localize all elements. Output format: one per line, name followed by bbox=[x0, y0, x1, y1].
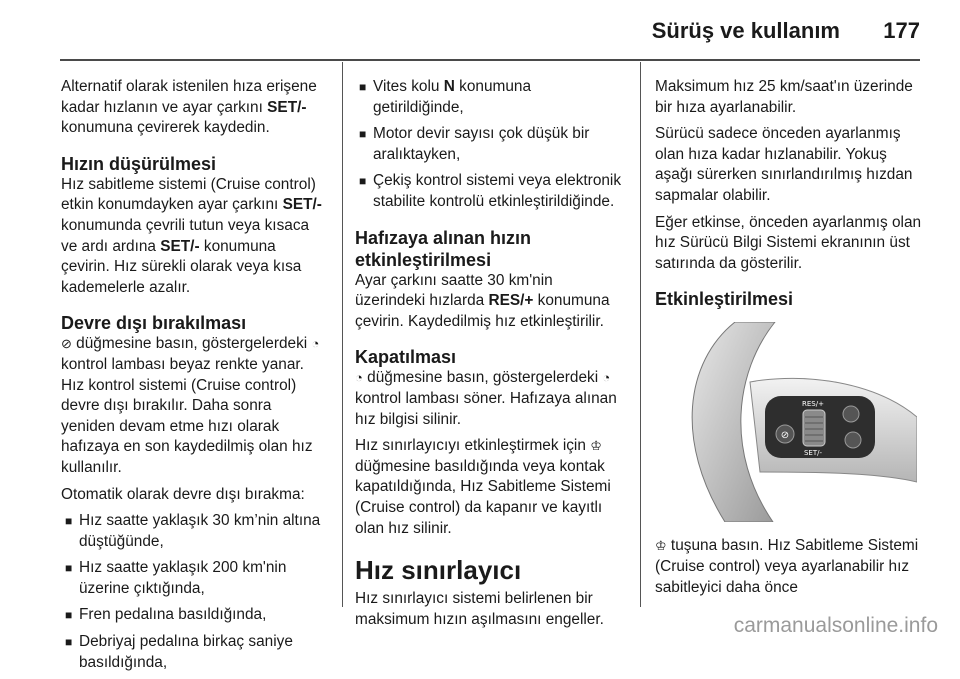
list-item bbox=[61, 632, 327, 673]
list-item-text: Fren pedalına basıldığında, bbox=[79, 606, 267, 624]
limiter-note-paragraph bbox=[355, 436, 625, 539]
limiter-button bbox=[845, 432, 861, 448]
list-item-text: Hız saatte yaklaşık 200 km'nin üzerine çıktığında, bbox=[79, 559, 287, 597]
off-text-1: düğmesine basın, göstergelerdeki bbox=[362, 369, 603, 387]
res-label: RES/+ bbox=[488, 292, 534, 310]
paragraph-max-speed: Maksimum hız 25 km/saat'ın üzerinde bir hıza ayarlanabilir. bbox=[655, 78, 913, 116]
limiter-paragraph: Hız sınırlayıcı sistemi belirlenen bir maksimum hızın aşılmasını engeller. bbox=[355, 590, 604, 628]
list-item bbox=[355, 124, 625, 165]
set-label: SET/- bbox=[803, 449, 823, 458]
cancel-icon: ⊘ bbox=[61, 336, 72, 352]
heading-off: Kapatılması bbox=[355, 347, 457, 368]
deact-text-1: düğmesine basın, göstergelerdeki bbox=[71, 335, 312, 353]
bullet-icon: ■ bbox=[65, 608, 73, 623]
watermark: carmanualsonline.info bbox=[733, 614, 938, 637]
dec-text-3: konumuna çevirin. Hız sürekli olarak veya kısa kademelerle azalır. bbox=[61, 237, 302, 296]
column-divider-1 bbox=[342, 62, 343, 607]
paragraph-display: Eğer etkinse, önceden ayarlanmış olan hız Sürücü Bilgi Sistemi ekranının üst satırında da gösterilir. bbox=[655, 213, 922, 272]
bullet-icon: ■ bbox=[359, 80, 367, 94]
decrease-paragraph bbox=[61, 175, 327, 299]
section-title: Sürüş ve kullanım bbox=[651, 18, 840, 43]
deactivate-paragraph bbox=[61, 334, 327, 478]
gear-n-label: N bbox=[443, 78, 455, 95]
list-item-text: Vites kolu bbox=[373, 78, 444, 95]
heading-deactivate: Devre dışı bırakılması bbox=[61, 313, 247, 334]
dec-text-1: Hız sabitleme sistemi (Cruise control) etkin konumdayken ayar çarkını bbox=[61, 175, 316, 214]
auto-off-paragraph: Otomatik olarak devre dışı bırakma: bbox=[61, 485, 305, 503]
column-3 bbox=[655, 77, 925, 604]
intro-set-label: SET/- bbox=[267, 98, 307, 116]
deact-text-2: kontrol lambası beyaz renkte yanar. Hız kontrol sistemi (Cruise control) devre dışı bırakılır. Daha sonra yeniden devam etme hızı olarak hafızaya en son kaydedilmiş olan hız kullanılır. bbox=[61, 355, 313, 476]
off-paragraph bbox=[355, 368, 625, 430]
list-item bbox=[61, 558, 327, 599]
column-divider-2 bbox=[640, 62, 641, 607]
bullet-icon: ■ bbox=[359, 127, 367, 142]
cruise-lamp-icon: ◔ bbox=[602, 370, 611, 386]
cruise-button-icon: ◔ bbox=[355, 370, 363, 386]
column-1 bbox=[61, 77, 327, 679]
list-item bbox=[355, 171, 625, 212]
auto-off-list bbox=[61, 511, 327, 673]
speed-limiter-icon: ♔ bbox=[655, 538, 667, 554]
lim-text-2: düğmesine basıldığında veya kontak kapatıldığında, Hız Sabitleme Sistemi (Cruise control) da kapanır ve kayıtlı olan hız silinir. bbox=[355, 457, 611, 537]
memory-paragraph bbox=[355, 271, 625, 333]
header-rule bbox=[60, 59, 920, 61]
mem-text-1: Ayar çarkını saatte 30 km'nin üzerindeki hızlarda bbox=[355, 271, 553, 310]
column-2 bbox=[355, 77, 625, 636]
bullet-icon: ■ bbox=[65, 635, 73, 650]
list-item bbox=[61, 605, 327, 626]
heading-limiter: Hız sınırlayıcı bbox=[355, 555, 522, 586]
page-number: 177 bbox=[883, 18, 920, 43]
res-label: RES/+ bbox=[802, 400, 824, 409]
steering-wheel-illustration bbox=[655, 322, 917, 522]
cancel-symbol: ⊘ bbox=[780, 430, 790, 442]
list-item-text: Motor devir sayısı çok düşük bir aralıktayken, bbox=[373, 125, 590, 163]
heading-activate: Etkinleştirilmesi bbox=[655, 289, 794, 310]
dec-set-label-1: SET/- bbox=[282, 196, 322, 214]
mem-text-2: konumuna çevirin. Kaydedilmiş hız etkinleştirilir. bbox=[355, 292, 610, 330]
lim-text-1: Hız sınırlayıcıyı etkinleştirmek için bbox=[355, 437, 591, 455]
list-item-text-post: konumuna getirildiğinde, bbox=[373, 78, 532, 116]
list-item bbox=[355, 77, 625, 118]
cruise-button bbox=[843, 406, 859, 422]
cruise-lamp-icon: ◔ bbox=[311, 336, 320, 352]
list-item-text: Hız saatte yaklaşık 30 km’nin altına düştüğünde, bbox=[79, 512, 321, 550]
intro-text-2: konumuna çevirerek kaydedin. bbox=[61, 119, 270, 137]
page-header bbox=[0, 0, 960, 60]
heading-memory: Hafızaya alınan hızın etkinleştirilmesi bbox=[355, 227, 532, 270]
dec-text-2: konumunda çevrili tutun veya kısaca ve ardı ardına bbox=[61, 216, 310, 255]
bullet-icon: ■ bbox=[65, 561, 73, 576]
bullet-icon: ■ bbox=[359, 174, 367, 189]
auto-off-list-continued bbox=[355, 77, 625, 213]
list-item-text: Çekiş kontrol sistemi veya elektronik stabilite kontrolü etkinleştirildiğinde. bbox=[373, 172, 622, 210]
off-text-2: kontrol lambası söner. Hafızaya alınan hız bilgisi silinir. bbox=[355, 389, 617, 428]
list-item-text: Debriyaj pedalına birkaç saniye basıldığında, bbox=[79, 633, 293, 671]
list-item bbox=[61, 511, 327, 552]
dec-set-label-2: SET/- bbox=[160, 237, 200, 255]
paragraph-driver: Sürücü sadece önceden ayarlanmış olan hıza kadar hızlanabilir. Yokuş aşağı sürerken sınırlandırılmış hızdan sapmalar olabilir. bbox=[655, 125, 913, 204]
heading-decrease: Hızın düşürülmesi bbox=[61, 153, 217, 174]
intro-text-1: Alternatif olarak istenilen hıza erişene kadar hızlanın ve ayar çarkını bbox=[61, 78, 317, 116]
after-text: tuşuna basın. Hız Sabitleme Sistemi (Cruise control) veya ayarlanabilir hız sabitleyici daha önce bbox=[655, 537, 919, 596]
steering-wheel-figure bbox=[655, 322, 917, 522]
after-figure-paragraph bbox=[655, 536, 925, 598]
bullet-icon: ■ bbox=[65, 514, 73, 529]
intro-paragraph bbox=[61, 77, 327, 139]
speed-limiter-icon: ♔ bbox=[590, 438, 602, 454]
